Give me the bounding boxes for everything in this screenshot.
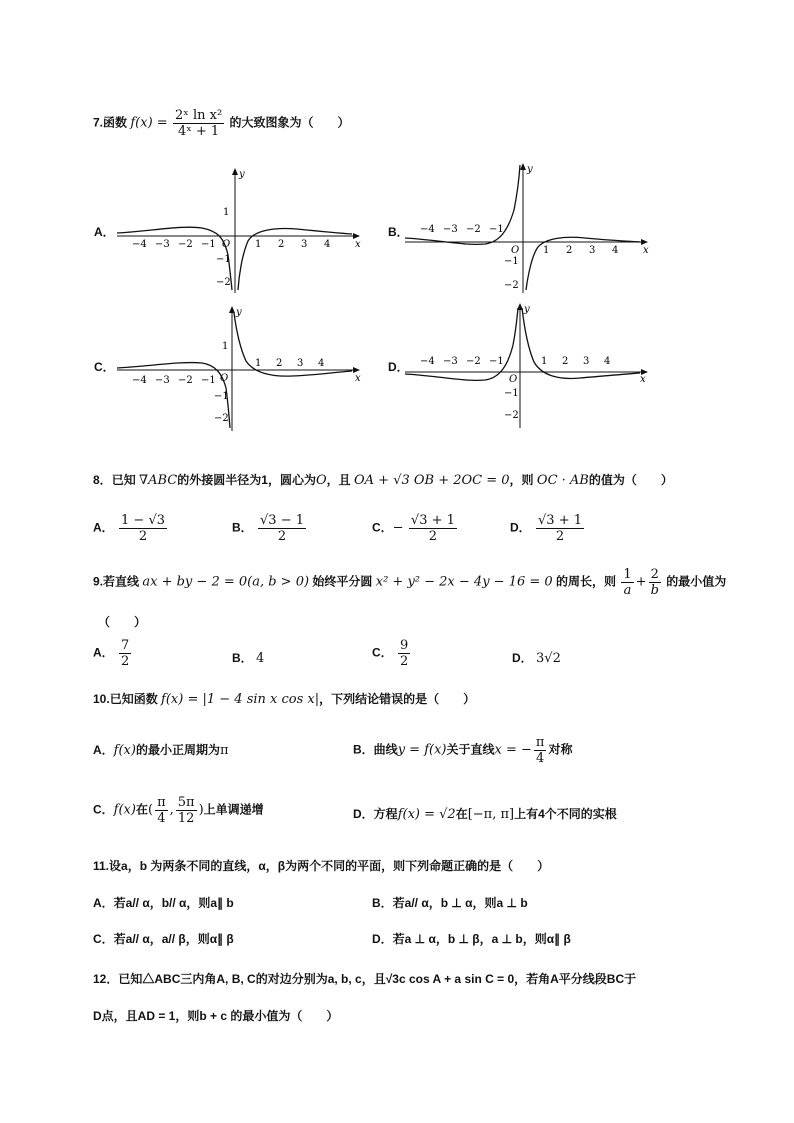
q10-option-d[interactable]: D．方程f(x) = √2在[−π, π]上有4个不同的实根 (353, 807, 617, 822)
q9-option-d[interactable]: D． 3√2 (512, 651, 561, 666)
svg-text:−4: −4 (132, 239, 147, 250)
q9-option-c[interactable]: C． $\frac{9}{2}$ (372, 638, 409, 669)
svg-text:2: 2 (276, 358, 283, 369)
svg-text:O: O (511, 245, 520, 256)
svg-text:−2: −2 (178, 375, 193, 386)
svg-text:O: O (220, 373, 229, 384)
svg-text:−1: −1 (489, 356, 504, 367)
svg-text:−4: −4 (420, 356, 435, 367)
q11-option-a[interactable]: A．若a// α，b// α，则a∥ b (93, 896, 234, 910)
svg-text:1: 1 (543, 245, 550, 256)
svg-text:O: O (509, 374, 518, 385)
svg-text:−3: −3 (443, 356, 458, 367)
q7-graph-a (112, 165, 367, 299)
svg-text:−2: −2 (216, 277, 231, 288)
svg-text:x: x (643, 245, 649, 256)
q8-option-b[interactable]: B． $\frac{√3 - 1}{2}$ (232, 513, 304, 544)
svg-text:−1: −1 (214, 391, 229, 402)
svg-text:−1: −1 (201, 375, 216, 386)
svg-text:−1: −1 (489, 224, 504, 235)
svg-text:2: 2 (566, 245, 573, 256)
svg-text:2: 2 (278, 239, 285, 250)
svg-text:O: O (222, 239, 231, 250)
q9-option-b[interactable]: B． 4 (232, 651, 265, 666)
svg-text:3: 3 (589, 245, 596, 256)
svg-text:−3: −3 (443, 224, 458, 235)
svg-text:−2: −2 (504, 410, 519, 421)
q8-option-a[interactable]: A． $\frac{1 - √3}{2}$ (93, 513, 165, 544)
q7-option-d-label[interactable]: D． (388, 360, 409, 374)
svg-text:−2: −2 (466, 224, 481, 235)
svg-text:−3: −3 (155, 375, 170, 386)
question-9-paren: （ ） (98, 615, 147, 629)
svg-text:x: x (355, 239, 361, 250)
svg-text:3: 3 (583, 356, 590, 367)
svg-text:−1: −1 (504, 256, 519, 267)
q7-option-c-label[interactable]: C． (94, 360, 115, 374)
svg-text:1: 1 (223, 207, 230, 218)
q9-option-a[interactable]: A． $\frac{7}{2}$ (93, 638, 130, 669)
question-12-stem: 12．已知△ABC三内角A, B, C的对边分别为a, b, c，且√3c cos A + a sin C = 0，若角A平分线段BC于 (93, 972, 637, 986)
q11-option-b[interactable]: B．若a// α，b ⊥ α，则a ⊥ b (372, 896, 528, 910)
svg-text:2: 2 (562, 356, 569, 367)
q7-option-a-label[interactable]: A． (94, 225, 115, 239)
svg-text:4: 4 (604, 356, 611, 367)
svg-text:3: 3 (301, 239, 308, 250)
svg-text:−2: −2 (504, 280, 519, 291)
svg-text:1: 1 (255, 239, 262, 250)
svg-text:4: 4 (612, 245, 619, 256)
question-7-stem: 7.函数 f(x) = $\frac{\text{2ˣ ln x²}}{\text{4ˣ + 1}}$ 的大致图象为（ ） (93, 108, 350, 139)
svg-text:−3: −3 (155, 239, 170, 250)
q8-option-d[interactable]: D． $\frac{√3 + 1}{2}$ (510, 513, 582, 544)
svg-text:1: 1 (255, 358, 262, 369)
q11-option-d[interactable]: D．若a ⊥ α，b ⊥ β，a ⊥ b，则α∥ β (372, 932, 571, 946)
svg-text:−2: −2 (178, 239, 193, 250)
svg-text:−2: −2 (466, 356, 481, 367)
svg-text:−1: −1 (201, 239, 216, 250)
svg-text:y: y (524, 304, 530, 315)
svg-text:3: 3 (297, 358, 304, 369)
svg-text:x: x (640, 374, 646, 385)
question-9-stem: 9.若直线 ax + by − 2 = 0(a, b > 0) 始终平分圆 x² + y² − 2x − 4y − 16 = 0 的周长，则 $\frac{1}{a}$ + $\frac{2}{b}$ 的最小值为 (93, 567, 727, 598)
q10-option-c[interactable]: C．f(x)在( $\frac{\pi}{4}$ , $\frac{5\pi}{12}$ )上单调递增 (93, 795, 264, 826)
svg-text:4: 4 (318, 358, 325, 369)
svg-text:−2: −2 (214, 413, 229, 424)
question-8-stem: 8．已知 ∇ABC的外接圆半径为1，圆心为O，且 OA + √3 OB + 2OC = 0，则 OC · AB的值为（ ） (93, 473, 673, 488)
question-12-line2: D点，且AD = 1，则b + c 的最小值为（ ） (93, 1009, 339, 1023)
svg-text:1: 1 (541, 356, 548, 367)
svg-text:1: 1 (222, 341, 229, 352)
q11-option-c[interactable]: C．若a// α，a// β，则α∥ β (93, 932, 234, 946)
q7-graph-d (400, 300, 655, 434)
q7-fraction: $\frac{\text{2ˣ ln x²}}{\text{4ˣ + 1}}$ (175, 108, 223, 139)
q7-option-b-label[interactable]: B． (388, 225, 409, 239)
svg-text:y: y (236, 307, 242, 318)
question-10-stem: 10.已知函数 f(x) = |1 − 4 sin x cos x|，下列结论错误的是（ ） (93, 692, 476, 707)
q10-option-b[interactable]: B．曲线y = f(x)关于直线x = − $\frac{\pi}{4}$ 对称 (353, 735, 573, 766)
question-11-stem: 11.设a，b 为两条不同的直线，α，β为两个不同的平面，则下列命题正确的是（ ） (93, 859, 550, 873)
svg-text:y: y (527, 164, 533, 175)
svg-text:y: y (239, 169, 245, 180)
svg-text:−1: −1 (504, 388, 519, 399)
svg-text:4: 4 (324, 239, 331, 250)
q7-graph-c (112, 303, 367, 437)
q8-option-c[interactable]: C．− $\frac{√3 + 1}{2}$ (372, 513, 455, 544)
svg-text:x: x (355, 373, 361, 384)
svg-text:−4: −4 (420, 224, 435, 235)
svg-text:−1: −1 (216, 254, 231, 265)
q7-graph-b (400, 160, 655, 299)
q10-option-a[interactable]: A．f(x)的最小正周期为π (93, 743, 229, 758)
svg-text:−4: −4 (132, 375, 147, 386)
